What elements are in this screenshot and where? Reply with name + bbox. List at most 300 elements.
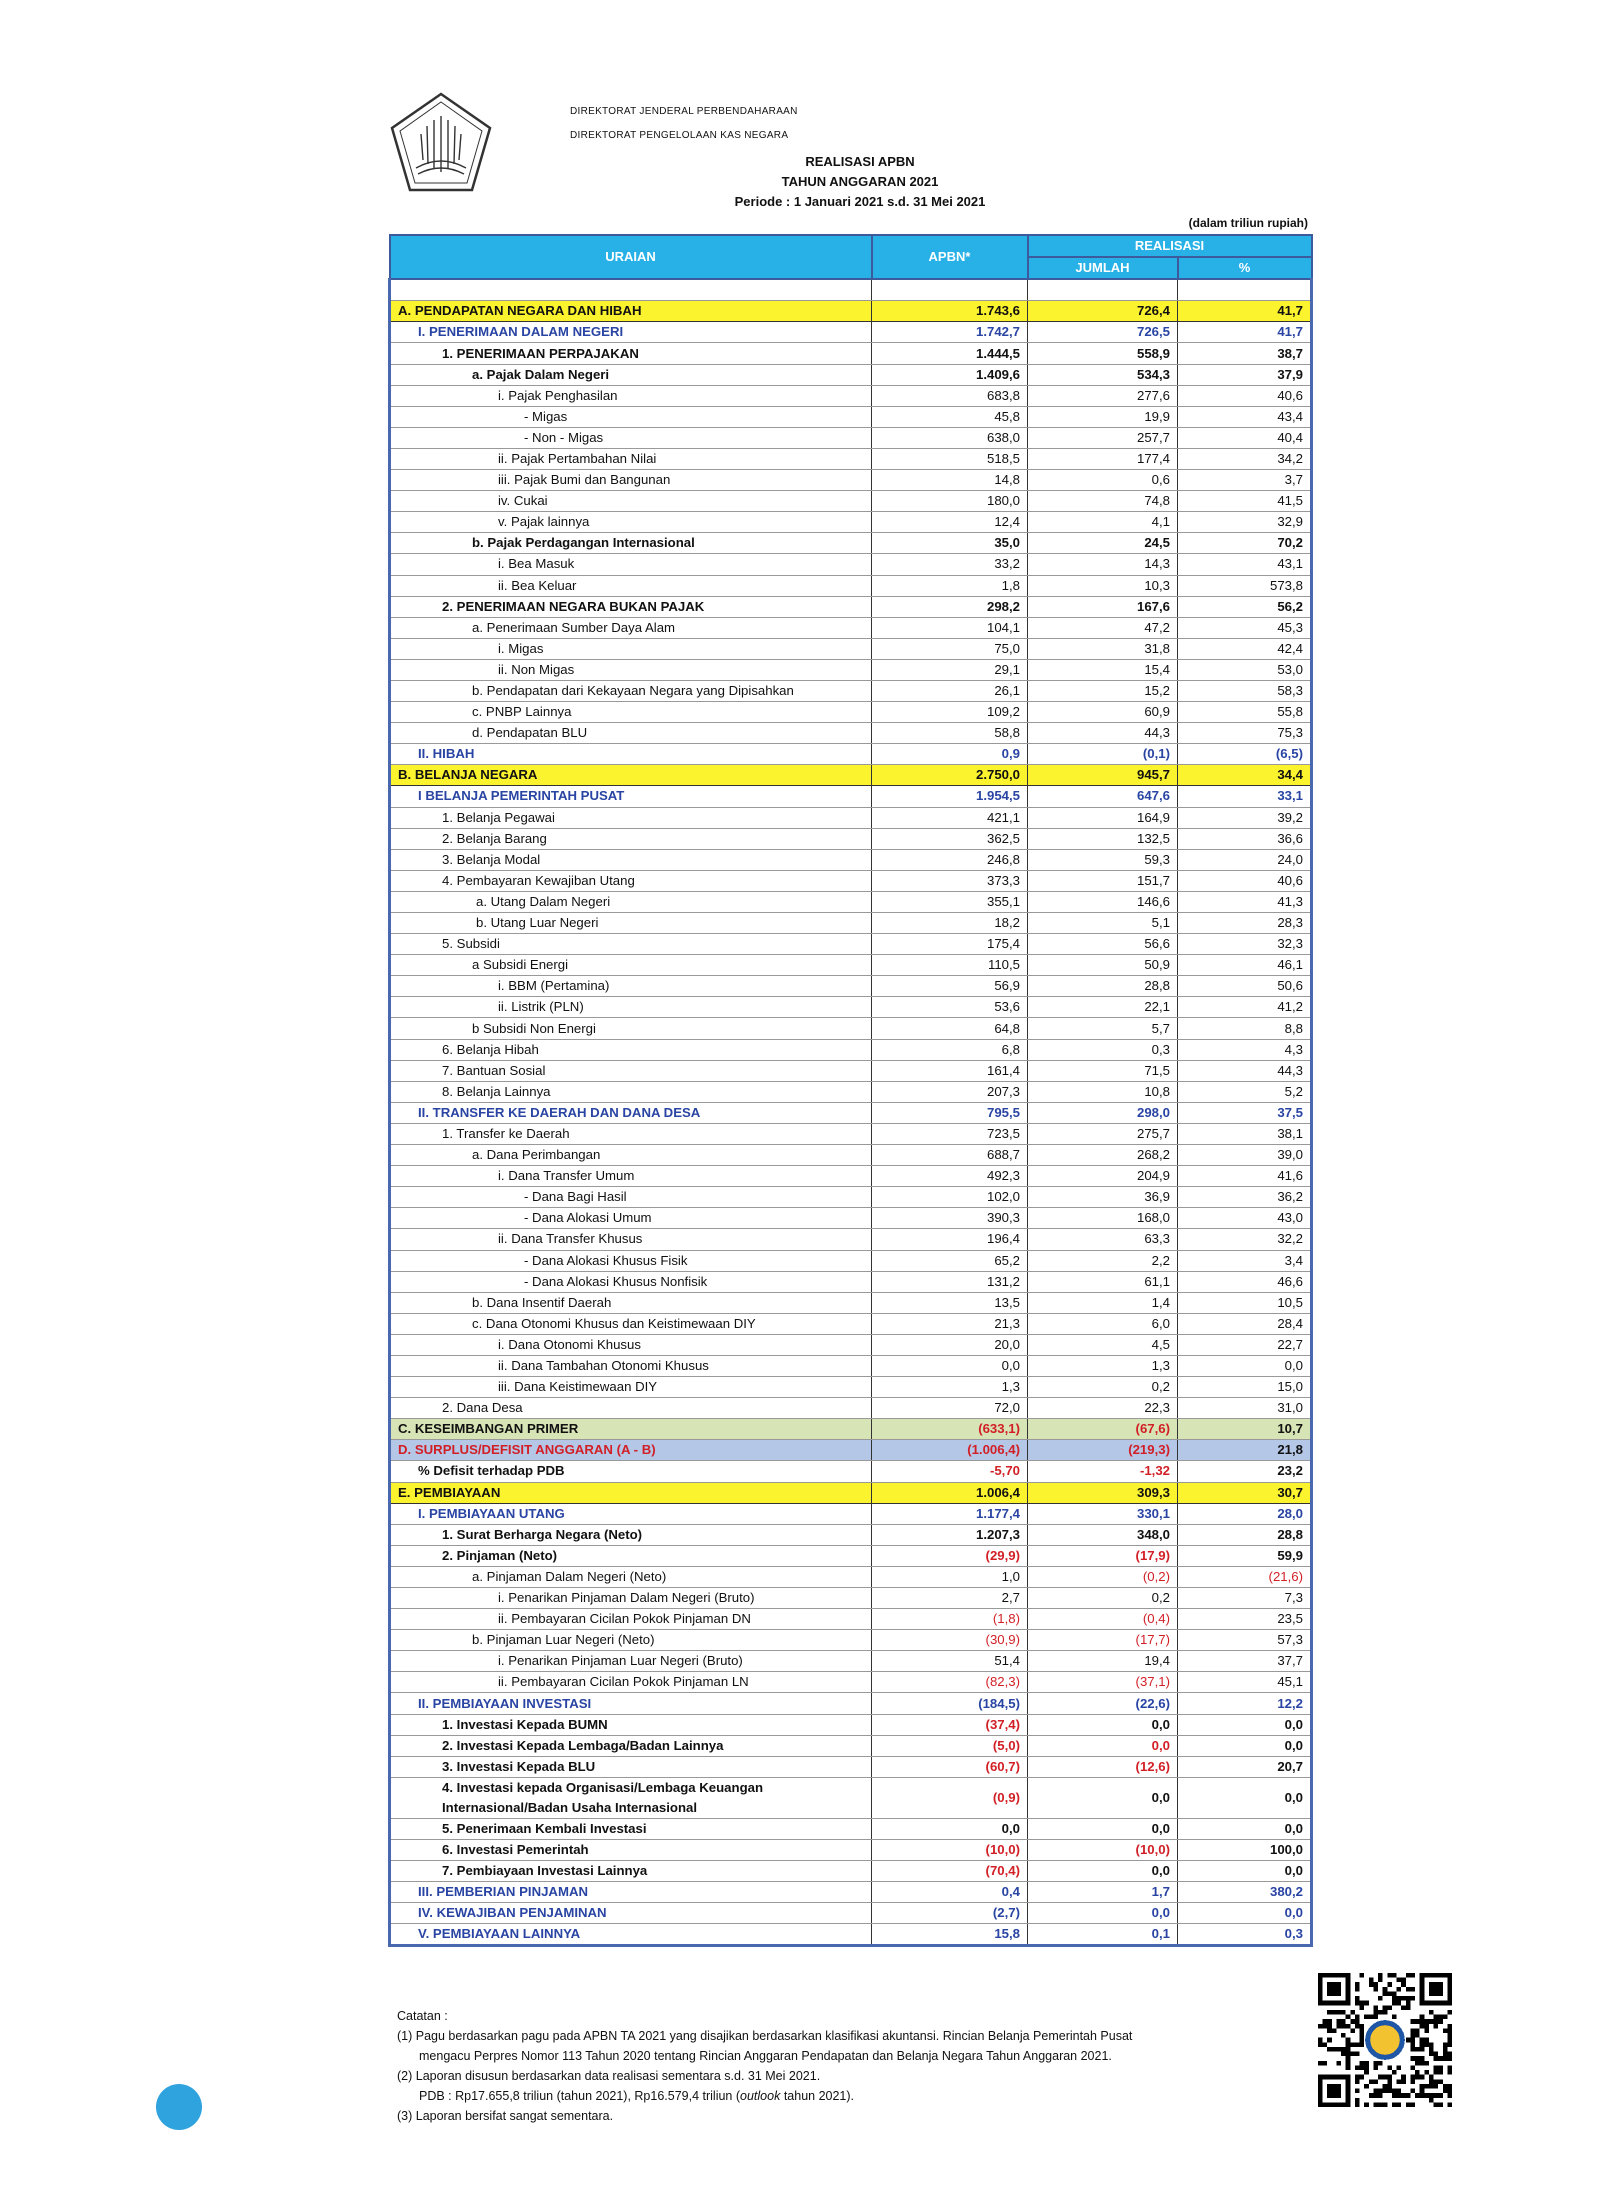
table-row bbox=[390, 343, 1312, 364]
table-row bbox=[390, 1419, 1312, 1440]
row-label: 2. PENERIMAAN NEGARA BUKAN PAJAK bbox=[390, 596, 872, 617]
cell-apbn: 6,8 bbox=[872, 1039, 1028, 1060]
cell-pct: (21,6) bbox=[1178, 1566, 1312, 1587]
cell-apbn: 51,4 bbox=[872, 1651, 1028, 1672]
cell-apbn: 13,5 bbox=[872, 1292, 1028, 1313]
cell-apbn: 355,1 bbox=[872, 891, 1028, 912]
row-label: ii. Dana Transfer Khusus bbox=[390, 1229, 872, 1250]
table-row bbox=[390, 1187, 1312, 1208]
cell-jumlah: 2,2 bbox=[1028, 1250, 1178, 1271]
cell-apbn: 298,2 bbox=[872, 596, 1028, 617]
spacer-row bbox=[390, 279, 1312, 301]
cell-jumlah: 0,6 bbox=[1028, 470, 1178, 491]
cell-jumlah: (219,3) bbox=[1028, 1440, 1178, 1461]
cell-apbn: 20,0 bbox=[872, 1334, 1028, 1355]
table-row bbox=[390, 596, 1312, 617]
cell-jumlah: (12,6) bbox=[1028, 1756, 1178, 1777]
cell-pct: 28,0 bbox=[1178, 1503, 1312, 1524]
row-label: III. PEMBERIAN PINJAMAN bbox=[390, 1882, 872, 1903]
cell-jumlah: 275,7 bbox=[1028, 1123, 1178, 1144]
row-label: d. Pendapatan BLU bbox=[390, 723, 872, 744]
cell-pct: 28,3 bbox=[1178, 913, 1312, 934]
row-label: II. HIBAH bbox=[390, 744, 872, 765]
cell-apbn: 246,8 bbox=[872, 849, 1028, 870]
table-row bbox=[390, 512, 1312, 533]
row-label: v. Pajak lainnya bbox=[390, 512, 872, 533]
cell-jumlah: 0,0 bbox=[1028, 1861, 1178, 1882]
col-header-apbn: APBN* bbox=[872, 235, 1028, 279]
cell-jumlah: 277,6 bbox=[1028, 385, 1178, 406]
cell-jumlah: 31,8 bbox=[1028, 638, 1178, 659]
cell-jumlah: 945,7 bbox=[1028, 765, 1178, 786]
row-label: c. Dana Otonomi Khusus dan Keistimewaan DIY bbox=[390, 1313, 872, 1334]
table-row bbox=[390, 617, 1312, 638]
cell-jumlah: 6,0 bbox=[1028, 1313, 1178, 1334]
table-row bbox=[390, 1377, 1312, 1398]
cell-pct: 0,3 bbox=[1178, 1924, 1312, 1946]
cell-jumlah: 59,3 bbox=[1028, 849, 1178, 870]
cell-pct: 37,7 bbox=[1178, 1651, 1312, 1672]
cell-pct: 45,1 bbox=[1178, 1672, 1312, 1693]
cell-pct: 33,1 bbox=[1178, 786, 1312, 807]
cell-apbn: 180,0 bbox=[872, 491, 1028, 512]
cell-apbn: 1.444,5 bbox=[872, 343, 1028, 364]
table-row bbox=[390, 1818, 1312, 1839]
cell-apbn: (10,0) bbox=[872, 1839, 1028, 1860]
row-label: c. PNBP Lainnya bbox=[390, 702, 872, 723]
cell-pct: 43,0 bbox=[1178, 1208, 1312, 1229]
org-line-2: DIREKTORAT PENGELOLAAN KAS NEGARA bbox=[570, 130, 789, 141]
cell-pct: 31,0 bbox=[1178, 1398, 1312, 1419]
cell-apbn: (2,7) bbox=[872, 1903, 1028, 1924]
row-label: a. Penerimaan Sumber Daya Alam bbox=[390, 617, 872, 638]
table-row bbox=[390, 638, 1312, 659]
cell-pct: 23,2 bbox=[1178, 1461, 1312, 1482]
row-label: a Subsidi Energi bbox=[390, 955, 872, 976]
cell-pct: 59,9 bbox=[1178, 1545, 1312, 1566]
cell-pct: 44,3 bbox=[1178, 1060, 1312, 1081]
cell-jumlah: 309,3 bbox=[1028, 1482, 1178, 1503]
row-label: ii. Dana Tambahan Otonomi Khusus bbox=[390, 1355, 872, 1376]
row-label: b. Utang Luar Negeri bbox=[390, 913, 872, 934]
cell-pct: 24,0 bbox=[1178, 849, 1312, 870]
table-row bbox=[390, 533, 1312, 554]
cell-apbn: 683,8 bbox=[872, 385, 1028, 406]
cell-pct: 70,2 bbox=[1178, 533, 1312, 554]
table-row bbox=[390, 491, 1312, 512]
cell-pct: 39,2 bbox=[1178, 807, 1312, 828]
cell-jumlah: 558,9 bbox=[1028, 343, 1178, 364]
cell-jumlah: 330,1 bbox=[1028, 1503, 1178, 1524]
cell-pct: 0,0 bbox=[1178, 1777, 1312, 1818]
cell-jumlah: (0,1) bbox=[1028, 744, 1178, 765]
cell-apbn: (29,9) bbox=[872, 1545, 1028, 1566]
col-header-uraian: URAIAN bbox=[390, 235, 872, 279]
table-row bbox=[390, 1039, 1312, 1060]
cell-pct: 45,3 bbox=[1178, 617, 1312, 638]
row-label: iii. Pajak Bumi dan Bangunan bbox=[390, 470, 872, 491]
row-label: i. BBM (Pertamina) bbox=[390, 976, 872, 997]
row-label: a. Utang Dalam Negeri bbox=[390, 891, 872, 912]
cell-pct: 21,8 bbox=[1178, 1440, 1312, 1461]
table-row bbox=[390, 1102, 1312, 1123]
cell-pct: 46,6 bbox=[1178, 1271, 1312, 1292]
row-label: 8. Belanja Lainnya bbox=[390, 1081, 872, 1102]
cell-apbn: 21,3 bbox=[872, 1313, 1028, 1334]
cell-apbn: 0,9 bbox=[872, 744, 1028, 765]
cell-apbn: (60,7) bbox=[872, 1756, 1028, 1777]
report-period: Periode : 1 Januari 2021 s.d. 31 Mei 2021 bbox=[734, 194, 986, 209]
cell-jumlah: 28,8 bbox=[1028, 976, 1178, 997]
table-row bbox=[390, 1208, 1312, 1229]
cell-pct: 57,3 bbox=[1178, 1630, 1312, 1651]
cell-pct: 40,6 bbox=[1178, 870, 1312, 891]
row-label: 5. Penerimaan Kembali Investasi bbox=[390, 1818, 872, 1839]
cell-apbn: 102,0 bbox=[872, 1187, 1028, 1208]
cell-apbn: (70,4) bbox=[872, 1861, 1028, 1882]
cell-jumlah: 22,1 bbox=[1028, 997, 1178, 1018]
cell-jumlah: 56,6 bbox=[1028, 934, 1178, 955]
row-label: b. Pendapatan dari Kekayaan Negara yang Dipisahkan bbox=[390, 680, 872, 701]
table-row bbox=[390, 976, 1312, 997]
cell-pct: 0,0 bbox=[1178, 1818, 1312, 1839]
row-label: 1. Surat Berharga Negara (Neto) bbox=[390, 1524, 872, 1545]
table-row bbox=[390, 828, 1312, 849]
cell-jumlah: 177,4 bbox=[1028, 448, 1178, 469]
cell-apbn: 131,2 bbox=[872, 1271, 1028, 1292]
cell-jumlah: 1,3 bbox=[1028, 1355, 1178, 1376]
table-row bbox=[390, 1524, 1312, 1545]
row-label: - Dana Bagi Hasil bbox=[390, 1187, 872, 1208]
cell-pct: 41,6 bbox=[1178, 1166, 1312, 1187]
table-row bbox=[390, 997, 1312, 1018]
table-row bbox=[390, 955, 1312, 976]
cell-jumlah: 348,0 bbox=[1028, 1524, 1178, 1545]
cell-apbn: 1.207,3 bbox=[872, 1524, 1028, 1545]
cell-pct: 3,7 bbox=[1178, 470, 1312, 491]
cell-pct: 0,0 bbox=[1178, 1735, 1312, 1756]
cell-pct: 56,2 bbox=[1178, 596, 1312, 617]
row-label: 1. Investasi Kepada BUMN bbox=[390, 1714, 872, 1735]
cell-jumlah: 0,2 bbox=[1028, 1588, 1178, 1609]
table-row bbox=[390, 301, 1312, 322]
row-label: ii. Listrik (PLN) bbox=[390, 997, 872, 1018]
cell-apbn: 58,8 bbox=[872, 723, 1028, 744]
row-label: - Dana Alokasi Umum bbox=[390, 1208, 872, 1229]
row-label: IV. KEWAJIBAN PENJAMINAN bbox=[390, 1903, 872, 1924]
col-header-jumlah: JUMLAH bbox=[1028, 257, 1178, 279]
cell-pct: 32,3 bbox=[1178, 934, 1312, 955]
cell-apbn: 1,0 bbox=[872, 1566, 1028, 1587]
table-row bbox=[390, 1271, 1312, 1292]
cell-apbn: 15,8 bbox=[872, 1924, 1028, 1946]
row-label: b Subsidi Non Energi bbox=[390, 1018, 872, 1039]
table-row bbox=[390, 1081, 1312, 1102]
row-label: B. BELANJA NEGARA bbox=[390, 765, 872, 786]
cell-jumlah: 298,0 bbox=[1028, 1102, 1178, 1123]
cell-jumlah: 0,0 bbox=[1028, 1735, 1178, 1756]
cell-apbn: 2.750,0 bbox=[872, 765, 1028, 786]
notes bbox=[397, 2006, 1297, 2126]
cell-pct: 41,7 bbox=[1178, 322, 1312, 343]
row-label: 7. Bantuan Sosial bbox=[390, 1060, 872, 1081]
cell-pct: 36,6 bbox=[1178, 828, 1312, 849]
row-label: i. Dana Transfer Umum bbox=[390, 1166, 872, 1187]
cell-apbn: 207,3 bbox=[872, 1081, 1028, 1102]
row-label: I. PEMBIAYAAN UTANG bbox=[390, 1503, 872, 1524]
table-row bbox=[390, 1777, 1312, 1818]
cell-apbn: 723,5 bbox=[872, 1123, 1028, 1144]
cell-jumlah: 4,5 bbox=[1028, 1334, 1178, 1355]
row-label: 4. Investasi kepada Organisasi/Lembaga Keuangan Internasional/Badan Usaha Internasional bbox=[390, 1777, 872, 1818]
cell-apbn: 109,2 bbox=[872, 702, 1028, 723]
row-label: a. Dana Perimbangan bbox=[390, 1145, 872, 1166]
cell-apbn: (633,1) bbox=[872, 1419, 1028, 1440]
cell-jumlah: (67,6) bbox=[1028, 1419, 1178, 1440]
cell-apbn: 1.954,5 bbox=[872, 786, 1028, 807]
row-label: i. Penarikan Pinjaman Dalam Negeri (Bruto) bbox=[390, 1588, 872, 1609]
cell-jumlah: 726,4 bbox=[1028, 301, 1178, 322]
cell-apbn: 1.177,4 bbox=[872, 1503, 1028, 1524]
cell-apbn: 2,7 bbox=[872, 1588, 1028, 1609]
cell-pct: 37,5 bbox=[1178, 1102, 1312, 1123]
cell-pct: 15,0 bbox=[1178, 1377, 1312, 1398]
row-label: b. Dana Insentif Daerah bbox=[390, 1292, 872, 1313]
table-row bbox=[390, 744, 1312, 765]
cell-pct: 36,2 bbox=[1178, 1187, 1312, 1208]
row-label: 2. Pinjaman (Neto) bbox=[390, 1545, 872, 1566]
cell-pct: 32,2 bbox=[1178, 1229, 1312, 1250]
table-row bbox=[390, 1714, 1312, 1735]
table-row bbox=[390, 870, 1312, 891]
cell-jumlah: (0,2) bbox=[1028, 1566, 1178, 1587]
cell-pct: 100,0 bbox=[1178, 1839, 1312, 1860]
cell-jumlah: (17,9) bbox=[1028, 1545, 1178, 1566]
cell-apbn: 53,6 bbox=[872, 997, 1028, 1018]
cell-apbn: 64,8 bbox=[872, 1018, 1028, 1039]
row-label: 2. Belanja Barang bbox=[390, 828, 872, 849]
cell-apbn: 196,4 bbox=[872, 1229, 1028, 1250]
table-row bbox=[390, 470, 1312, 491]
table-row bbox=[390, 786, 1312, 807]
cell-jumlah: 167,6 bbox=[1028, 596, 1178, 617]
table-row bbox=[390, 934, 1312, 955]
table-row bbox=[390, 575, 1312, 596]
table-row bbox=[390, 1693, 1312, 1714]
cell-apbn: (184,5) bbox=[872, 1693, 1028, 1714]
row-label: 6. Investasi Pemerintah bbox=[390, 1839, 872, 1860]
row-label: ii. Pembayaran Cicilan Pokok Pinjaman DN bbox=[390, 1609, 872, 1630]
cell-apbn: 18,2 bbox=[872, 913, 1028, 934]
cell-jumlah: 647,6 bbox=[1028, 786, 1178, 807]
cell-apbn: 45,8 bbox=[872, 406, 1028, 427]
cell-apbn: 362,5 bbox=[872, 828, 1028, 849]
row-label: - Dana Alokasi Khusus Fisik bbox=[390, 1250, 872, 1271]
cell-apbn: 29,1 bbox=[872, 659, 1028, 680]
unit-label: (dalam triliun rupiah) bbox=[1188, 216, 1308, 230]
table-row bbox=[390, 1060, 1312, 1081]
row-label: i. Pajak Penghasilan bbox=[390, 385, 872, 406]
cell-pct: 41,5 bbox=[1178, 491, 1312, 512]
row-label: ii. Pembayaran Cicilan Pokok Pinjaman LN bbox=[390, 1672, 872, 1693]
cell-pct: 380,2 bbox=[1178, 1882, 1312, 1903]
row-label: II. PEMBIAYAAN INVESTASI bbox=[390, 1693, 872, 1714]
cell-pct: 28,4 bbox=[1178, 1313, 1312, 1334]
table-row bbox=[390, 1355, 1312, 1376]
cell-jumlah: 534,3 bbox=[1028, 364, 1178, 385]
cell-pct: 22,7 bbox=[1178, 1334, 1312, 1355]
row-label: A. PENDAPATAN NEGARA DAN HIBAH bbox=[390, 301, 872, 322]
table-row bbox=[390, 680, 1312, 701]
table-row bbox=[390, 765, 1312, 786]
row-label: 7. Pembiayaan Investasi Lainnya bbox=[390, 1861, 872, 1882]
table-row bbox=[390, 1334, 1312, 1355]
apbn-table bbox=[388, 234, 1313, 1947]
row-label: a. Pajak Dalam Negeri bbox=[390, 364, 872, 385]
cell-pct: 3,4 bbox=[1178, 1250, 1312, 1271]
table-row bbox=[390, 1630, 1312, 1651]
cell-pct: 10,5 bbox=[1178, 1292, 1312, 1313]
row-label: iv. Cukai bbox=[390, 491, 872, 512]
table-row bbox=[390, 427, 1312, 448]
cell-pct: 4,3 bbox=[1178, 1039, 1312, 1060]
table-row bbox=[390, 807, 1312, 828]
cell-apbn: 688,7 bbox=[872, 1145, 1028, 1166]
table-row bbox=[390, 1566, 1312, 1587]
row-label: b. Pajak Perdagangan Internasional bbox=[390, 533, 872, 554]
cell-jumlah: -1,32 bbox=[1028, 1461, 1178, 1482]
cell-apbn: 0,0 bbox=[872, 1818, 1028, 1839]
cell-apbn: 26,1 bbox=[872, 680, 1028, 701]
table-row bbox=[390, 702, 1312, 723]
cell-apbn: 14,8 bbox=[872, 470, 1028, 491]
pdf-circle-icon[interactable] bbox=[156, 2084, 202, 2130]
cell-jumlah: 4,1 bbox=[1028, 512, 1178, 533]
cell-apbn: 373,3 bbox=[872, 870, 1028, 891]
cell-jumlah: 1,7 bbox=[1028, 1882, 1178, 1903]
cell-apbn: 1.742,7 bbox=[872, 322, 1028, 343]
cell-apbn: 33,2 bbox=[872, 554, 1028, 575]
cell-pct: 40,6 bbox=[1178, 385, 1312, 406]
cell-apbn: 12,4 bbox=[872, 512, 1028, 533]
cell-jumlah: 1,4 bbox=[1028, 1292, 1178, 1313]
note-3: (3) Laporan bersifat sangat sementara. bbox=[397, 2109, 614, 2123]
table-row bbox=[390, 1839, 1312, 1860]
table-row bbox=[390, 1882, 1312, 1903]
row-label: V. PEMBIAYAAN LAINNYA bbox=[390, 1924, 872, 1946]
cell-apbn: 1,3 bbox=[872, 1377, 1028, 1398]
cell-apbn: 390,3 bbox=[872, 1208, 1028, 1229]
row-label: i. Penarikan Pinjaman Luar Negeri (Bruto) bbox=[390, 1651, 872, 1672]
cell-jumlah: 0,0 bbox=[1028, 1818, 1178, 1839]
row-label: 3. Investasi Kepada BLU bbox=[390, 1756, 872, 1777]
cell-apbn: (1.006,4) bbox=[872, 1440, 1028, 1461]
table-row bbox=[390, 1503, 1312, 1524]
cell-pct: 39,0 bbox=[1178, 1145, 1312, 1166]
cell-jumlah: 168,0 bbox=[1028, 1208, 1178, 1229]
table-row bbox=[390, 406, 1312, 427]
cell-jumlah: 164,9 bbox=[1028, 807, 1178, 828]
table-row bbox=[390, 554, 1312, 575]
table-row bbox=[390, 1398, 1312, 1419]
cell-jumlah: 15,4 bbox=[1028, 659, 1178, 680]
table-row bbox=[390, 849, 1312, 870]
row-label: a. Pinjaman Dalam Negeri (Neto) bbox=[390, 1566, 872, 1587]
cell-pct: 41,2 bbox=[1178, 997, 1312, 1018]
row-label: D. SURPLUS/DEFISIT ANGGARAN (A - B) bbox=[390, 1440, 872, 1461]
cell-apbn: 1.409,6 bbox=[872, 364, 1028, 385]
table-row bbox=[390, 1250, 1312, 1271]
table-row bbox=[390, 723, 1312, 744]
cell-jumlah: 47,2 bbox=[1028, 617, 1178, 638]
cell-pct: 8,8 bbox=[1178, 1018, 1312, 1039]
cell-jumlah: 204,9 bbox=[1028, 1166, 1178, 1187]
row-label: % Defisit terhadap PDB bbox=[390, 1461, 872, 1482]
cell-apbn: 0,0 bbox=[872, 1355, 1028, 1376]
cell-jumlah: (17,7) bbox=[1028, 1630, 1178, 1651]
cell-pct: 38,7 bbox=[1178, 343, 1312, 364]
cell-pct: 7,3 bbox=[1178, 1588, 1312, 1609]
cell-jumlah: (0,4) bbox=[1028, 1609, 1178, 1630]
table-row bbox=[390, 364, 1312, 385]
cell-pct: 55,8 bbox=[1178, 702, 1312, 723]
cell-jumlah: 0,0 bbox=[1028, 1777, 1178, 1818]
table-row bbox=[390, 1166, 1312, 1187]
cell-pct: 0,0 bbox=[1178, 1861, 1312, 1882]
cell-jumlah: 24,5 bbox=[1028, 533, 1178, 554]
cell-pct: 20,7 bbox=[1178, 1756, 1312, 1777]
table-row bbox=[390, 913, 1312, 934]
table-row bbox=[390, 891, 1312, 912]
cell-apbn: 161,4 bbox=[872, 1060, 1028, 1081]
cell-jumlah: 5,1 bbox=[1028, 913, 1178, 934]
table-row bbox=[390, 1018, 1312, 1039]
table-row bbox=[390, 1545, 1312, 1566]
row-label: ii. Pajak Pertambahan Nilai bbox=[390, 448, 872, 469]
cell-jumlah: 63,3 bbox=[1028, 1229, 1178, 1250]
cell-jumlah: 22,3 bbox=[1028, 1398, 1178, 1419]
cell-jumlah: 14,3 bbox=[1028, 554, 1178, 575]
row-label: 1. Belanja Pegawai bbox=[390, 807, 872, 828]
cell-pct: 40,4 bbox=[1178, 427, 1312, 448]
cell-pct: 34,2 bbox=[1178, 448, 1312, 469]
cell-pct: 34,4 bbox=[1178, 765, 1312, 786]
row-label: ii. Bea Keluar bbox=[390, 575, 872, 596]
cell-jumlah: 15,2 bbox=[1028, 680, 1178, 701]
report-year: TAHUN ANGGARAN 2021 bbox=[781, 174, 939, 189]
row-label: II. TRANSFER KE DAERAH DAN DANA DESA bbox=[390, 1102, 872, 1123]
table-row bbox=[390, 1145, 1312, 1166]
cell-jumlah: 146,6 bbox=[1028, 891, 1178, 912]
cell-apbn: (37,4) bbox=[872, 1714, 1028, 1735]
qr-code-icon bbox=[1318, 1973, 1452, 2107]
table-row bbox=[390, 1313, 1312, 1334]
cell-jumlah: 0,1 bbox=[1028, 1924, 1178, 1946]
cell-apbn: 175,4 bbox=[872, 934, 1028, 955]
table-row bbox=[390, 1672, 1312, 1693]
cell-pct: 58,3 bbox=[1178, 680, 1312, 701]
cell-jumlah: (10,0) bbox=[1028, 1839, 1178, 1860]
table-row bbox=[390, 1482, 1312, 1503]
cell-pct: 5,2 bbox=[1178, 1081, 1312, 1102]
cell-pct: 30,7 bbox=[1178, 1482, 1312, 1503]
row-label: I BELANJA PEMERINTAH PUSAT bbox=[390, 786, 872, 807]
cell-jumlah: 151,7 bbox=[1028, 870, 1178, 891]
cell-pct: 46,1 bbox=[1178, 955, 1312, 976]
table-row bbox=[390, 1756, 1312, 1777]
cell-jumlah: 726,5 bbox=[1028, 322, 1178, 343]
cell-jumlah: 50,9 bbox=[1028, 955, 1178, 976]
